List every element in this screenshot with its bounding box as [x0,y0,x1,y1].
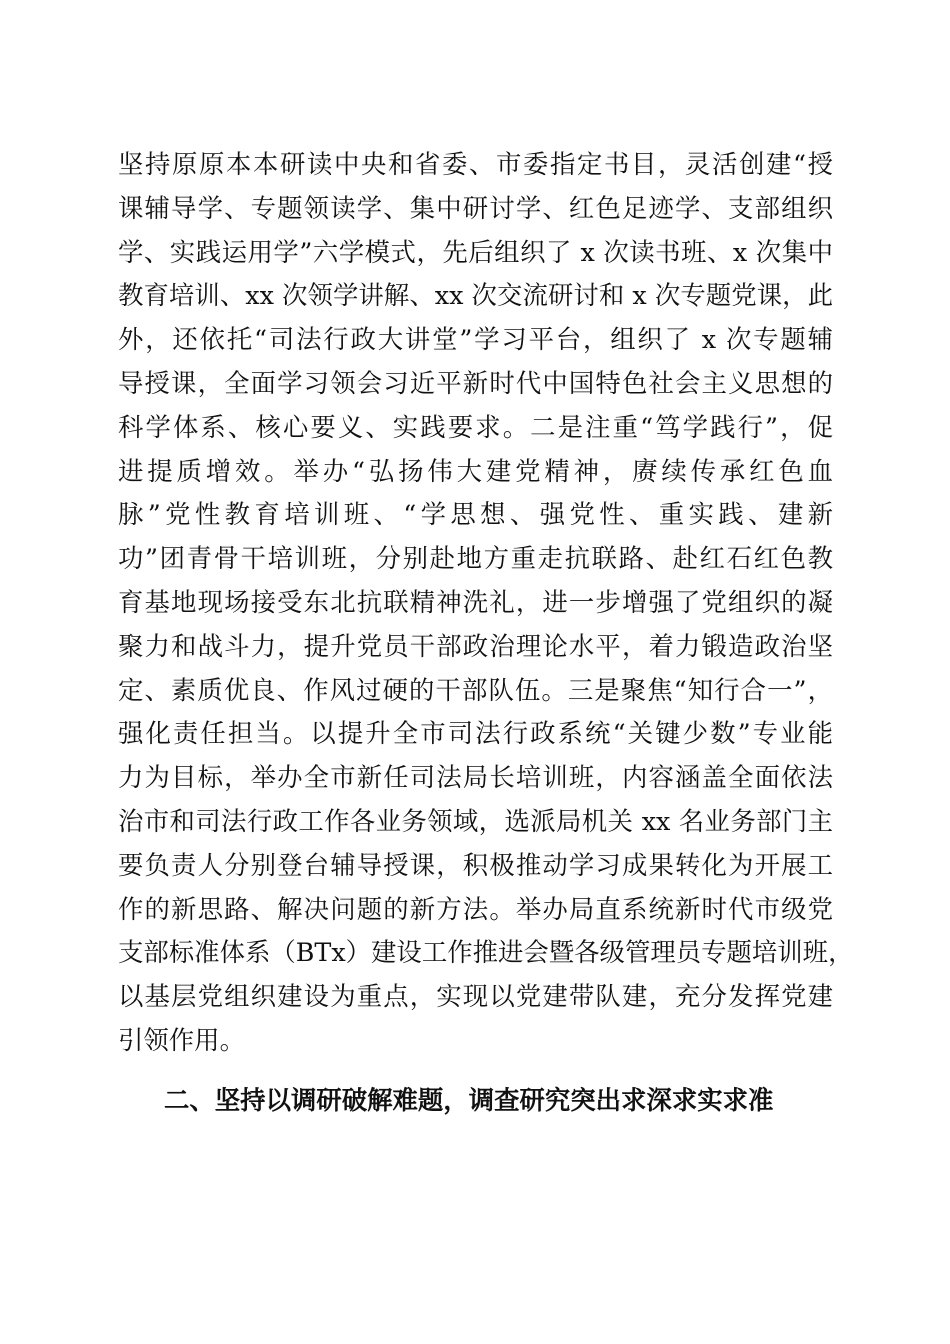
paragraph-line: 力为目标，举办全市新任司法局长培训班，内容涵盖全面依法 [118,762,833,793]
section-heading: 二、坚持以调研破解难题，调查研究突出求深求实求准 [164,1085,774,1115]
paragraph-line: 治市和司法行政工作各业务领域，选派局机关 xx 名业务部门主 [118,805,833,836]
paragraph-line: 育基地现场接受东北抗联精神洗礼，进一步增强了党组织的凝 [118,586,833,617]
paragraph-line: 作的新思路、解决问题的新方法。举办局直系统新时代市级党 [118,893,833,924]
paragraph-line: 强化责任担当。以提升全市司法行政系统“关键少数”专业能 [118,718,833,749]
paragraph-line: 以基层党组织建设为重点，实现以党建带队建，充分发挥党建 [118,981,833,1012]
paragraph-line: 功”团青骨干培训班，分别赴地方重走抗联路、赴红石红色教 [118,543,833,574]
paragraph-line: 定、素质优良、作风过硬的干部队伍。三是聚焦“知行合一”， [118,674,833,705]
paragraph-line: 学、实践运用学”六学模式，先后组织了 x 次读书班、x 次集中 [118,236,833,267]
paragraph-line: 脉”党性教育培训班、“学思想、强党性、重实践、建新 [118,499,833,530]
paragraph-line: 教育培训、xx 次领学讲解、xx 次交流研讨和 x 次专题党课，此 [118,280,833,311]
paragraph-line: 外，还依托“司法行政大讲堂”学习平台，组织了 x 次专题辅 [118,324,833,355]
paragraph-line: 坚持原原本本研读中央和省委、市委指定书目，灵活创建“授 [118,149,833,179]
paragraph-line: 导授课，全面学习领会习近平新时代中国特色社会主义思想的 [118,367,833,398]
paragraph-line: 进提质增效。举办“弘扬伟大建党精神，赓续传承红色血 [118,455,833,486]
paragraph-line: 课辅导学、专题领读学、集中研讨学、红色足迹学、支部组织 [118,192,833,223]
body-paragraph [118,143,854,1063]
paragraph-line: 要负责人分别登台辅导授课，积极推动学习成果转化为开展工 [118,849,833,880]
paragraph-line: 支部标准体系（BTx）建设工作推进会暨各级管理员专题培训班， [118,937,854,968]
paragraph-line: 科学体系、核心要义、实践要求。二是注重“笃学践行”，促 [118,411,833,442]
paragraph-line: 聚力和战斗力，提升党员干部政治理论水平，着力锻造政治坚 [118,630,833,661]
paragraph-line: 引领作用。 [118,1024,245,1055]
